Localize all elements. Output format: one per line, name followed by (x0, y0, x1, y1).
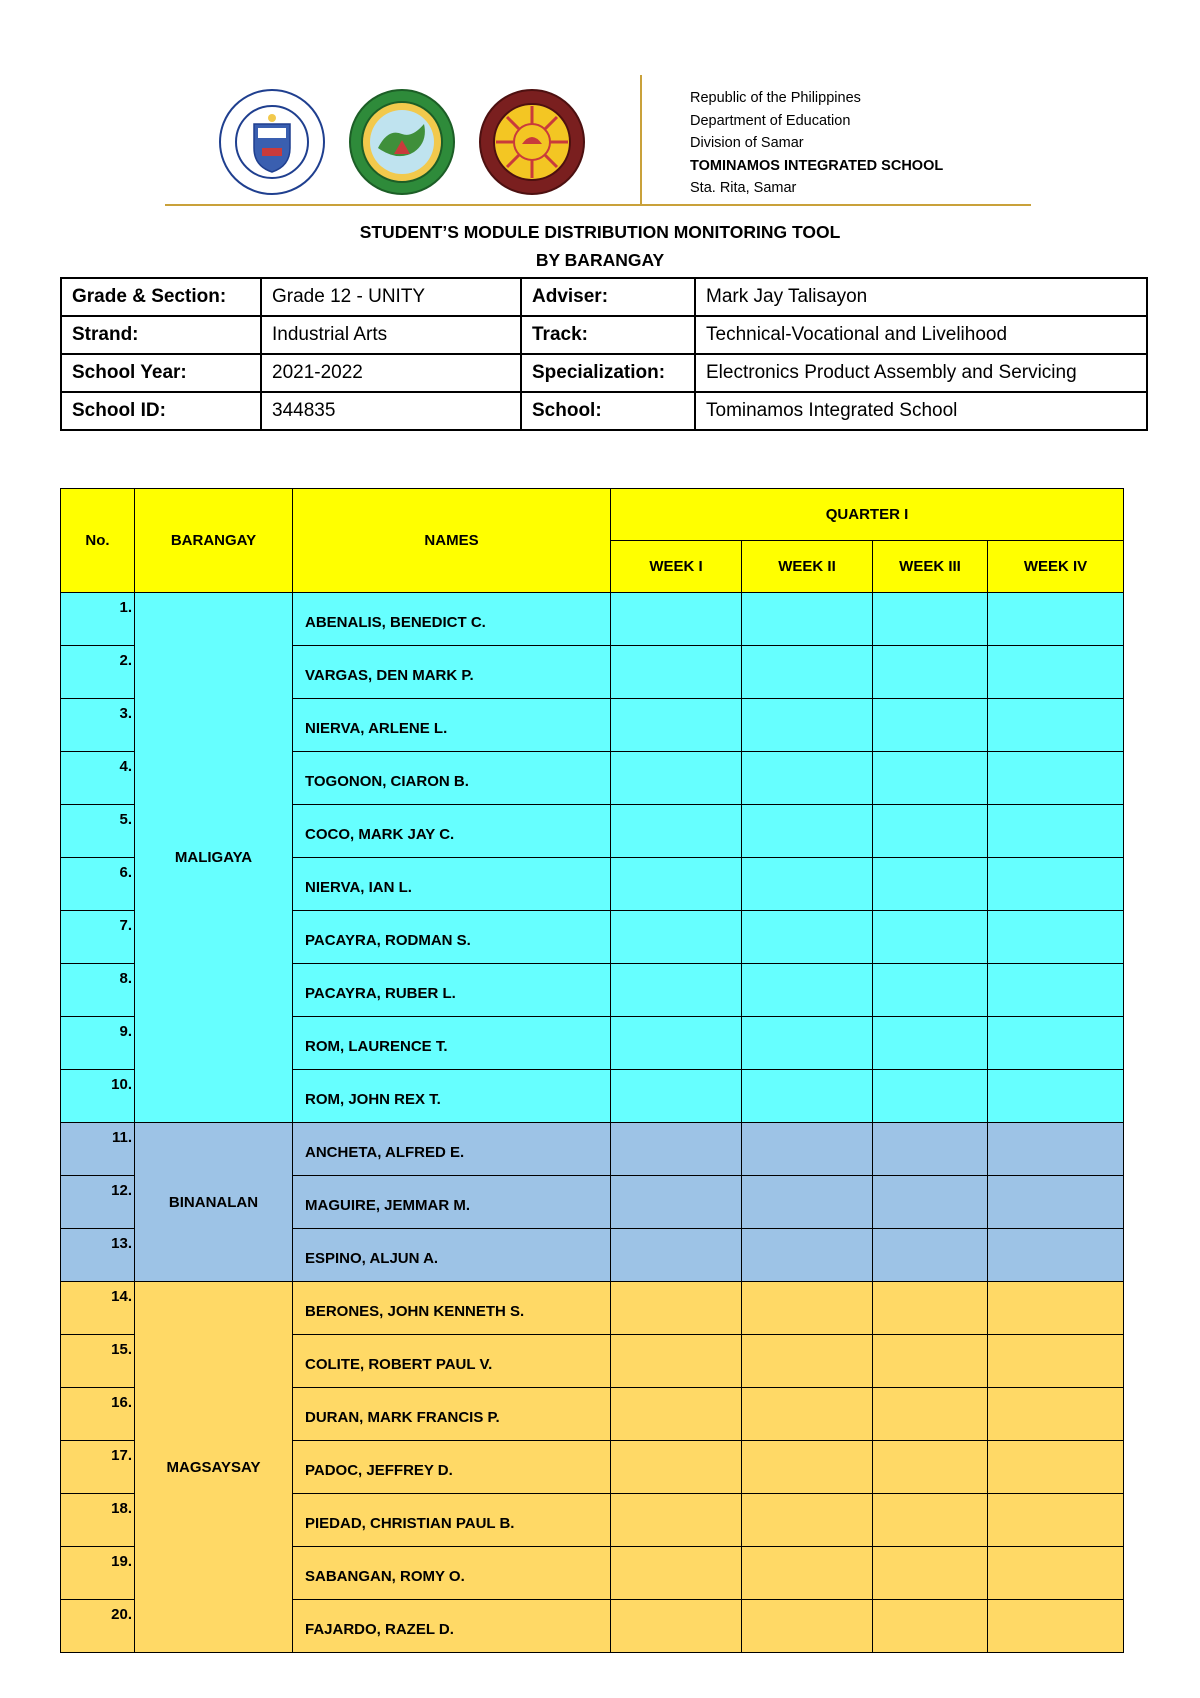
week-2-cell[interactable] (742, 1123, 873, 1176)
agency-line: Department of Education (690, 112, 851, 129)
week-3-cell[interactable] (873, 646, 988, 699)
school-name-line: TOMINAMOS INTEGRATED SCHOOL (690, 157, 944, 174)
week-4-cell[interactable] (988, 1494, 1124, 1547)
student-number: 14. (61, 1282, 135, 1335)
division-of-samar-seal-icon (478, 88, 586, 196)
week-4-cell[interactable] (988, 964, 1124, 1017)
week-2-cell[interactable] (742, 1441, 873, 1494)
week-1-cell[interactable] (611, 911, 742, 964)
agency-line: Republic of the Philippines (690, 90, 861, 106)
deped-region-viii-seal-icon (348, 88, 456, 196)
student-name: ROM, JOHN REX T. (293, 1070, 611, 1123)
week-4-cell[interactable] (988, 646, 1124, 699)
week-1-cell[interactable] (611, 805, 742, 858)
student-name: PACAYRA, RUBER L. (293, 964, 611, 1017)
student-number: 1. (61, 593, 135, 646)
week-4-cell[interactable] (988, 1335, 1124, 1388)
school-year-value: 2021-2022 (261, 354, 521, 392)
info-row (61, 316, 1147, 354)
week-1-cell[interactable] (611, 646, 742, 699)
agency-line: Division of Samar (690, 135, 804, 151)
week-3-cell[interactable] (873, 1388, 988, 1441)
student-number: 15. (61, 1335, 135, 1388)
week-3-cell[interactable] (873, 1335, 988, 1388)
student-number: 3. (61, 699, 135, 752)
week-2-cell[interactable] (742, 1282, 873, 1335)
week-1-cell[interactable] (611, 1123, 742, 1176)
week-1-cell[interactable] (611, 1070, 742, 1123)
week-4-cell[interactable] (988, 1388, 1124, 1441)
student-number: 19. (61, 1547, 135, 1600)
week-1-cell[interactable] (611, 1229, 742, 1282)
student-number: 8. (61, 964, 135, 1017)
student-name: DURAN, MARK FRANCIS P. (293, 1388, 611, 1441)
week-2-cell[interactable] (742, 1494, 873, 1547)
info-row (61, 278, 1147, 316)
week-1-cell[interactable] (611, 593, 742, 646)
week-4-cell[interactable] (988, 699, 1124, 752)
week-3-cell[interactable] (873, 805, 988, 858)
week-3-cell[interactable] (873, 1017, 988, 1070)
student-number: 20. (61, 1600, 135, 1653)
week-2-cell[interactable] (742, 964, 873, 1017)
student-number: 18. (61, 1494, 135, 1547)
agency-block (690, 87, 943, 200)
adviser-value: Mark Jay Talisayon (695, 278, 1147, 316)
table-row (61, 593, 1124, 646)
header-vertical-divider (640, 75, 642, 205)
week-3-cell[interactable] (873, 964, 988, 1017)
barangay-cell: BINANALAN (135, 1123, 293, 1282)
week-4-cell[interactable] (988, 1600, 1124, 1653)
student-name: VARGAS, DEN MARK P. (293, 646, 611, 699)
student-name: PADOC, JEFFREY D. (293, 1441, 611, 1494)
week-3-cell[interactable] (873, 858, 988, 911)
week-2-cell[interactable] (742, 646, 873, 699)
student-number: 16. (61, 1388, 135, 1441)
week-4-cell[interactable] (988, 805, 1124, 858)
grade-section-label: Grade & Section: (61, 278, 261, 316)
student-name: COCO, MARK JAY C. (293, 805, 611, 858)
student-number: 7. (61, 911, 135, 964)
col-header-week-4: WEEK IV (988, 541, 1124, 593)
student-number: 17. (61, 1441, 135, 1494)
strand-value: Industrial Arts (261, 316, 521, 354)
week-1-cell[interactable] (611, 858, 742, 911)
track-value: Technical-Vocational and Livelihood (695, 316, 1147, 354)
week-4-cell[interactable] (988, 1441, 1124, 1494)
student-number: 11. (61, 1123, 135, 1176)
student-name: NIERVA, ARLENE L. (293, 699, 611, 752)
week-1-cell[interactable] (611, 1176, 742, 1229)
week-4-cell[interactable] (988, 1229, 1124, 1282)
student-name: ESPINO, ALJUN A. (293, 1229, 611, 1282)
col-header-names: NAMES (293, 489, 611, 593)
week-4-cell[interactable] (988, 1070, 1124, 1123)
col-header-week-3: WEEK III (873, 541, 988, 593)
agency-line: Sta. Rita, Samar (690, 180, 797, 196)
col-header-week-1: WEEK I (611, 541, 742, 593)
student-name: COLITE, ROBERT PAUL V. (293, 1335, 611, 1388)
school-id-label: School ID: (61, 392, 261, 430)
student-number: 6. (61, 858, 135, 911)
student-name: ABENALIS, BENEDICT C. (293, 593, 611, 646)
week-1-cell[interactable] (611, 1547, 742, 1600)
week-1-cell[interactable] (611, 752, 742, 805)
week-3-cell[interactable] (873, 1282, 988, 1335)
page-subtitle: BY BARANGAY (535, 250, 665, 270)
week-2-cell[interactable] (742, 858, 873, 911)
week-1-cell[interactable] (611, 1017, 742, 1070)
student-number: 5. (61, 805, 135, 858)
class-info-table (60, 277, 1148, 431)
week-3-cell[interactable] (873, 1441, 988, 1494)
week-1-cell[interactable] (611, 1335, 742, 1388)
week-4-cell[interactable] (988, 752, 1124, 805)
week-3-cell[interactable] (873, 1070, 988, 1123)
student-number: 9. (61, 1017, 135, 1070)
barangay-cell: MAGSAYSAY (135, 1282, 293, 1653)
week-4-cell[interactable] (988, 1176, 1124, 1229)
week-4-cell[interactable] (988, 1017, 1124, 1070)
strand-label: Strand: (61, 316, 261, 354)
week-3-cell[interactable] (873, 699, 988, 752)
week-3-cell[interactable] (873, 1123, 988, 1176)
student-name: NIERVA, IAN L. (293, 858, 611, 911)
week-3-cell[interactable] (873, 593, 988, 646)
week-2-cell[interactable] (742, 1335, 873, 1388)
school-label: School: (521, 392, 695, 430)
week-2-cell[interactable] (742, 1017, 873, 1070)
col-header-quarter: QUARTER I (611, 489, 1124, 541)
student-number: 2. (61, 646, 135, 699)
info-row (61, 392, 1147, 430)
grade-section-value: Grade 12 - UNITY (261, 278, 521, 316)
week-2-cell[interactable] (742, 593, 873, 646)
student-number: 13. (61, 1229, 135, 1282)
week-1-cell[interactable] (611, 964, 742, 1017)
deped-kagawaran-seal (218, 88, 326, 196)
division-of-samar-seal (478, 88, 586, 196)
col-header-no: No. (61, 489, 135, 593)
student-name: PIEDAD, CHRISTIAN PAUL B. (293, 1494, 611, 1547)
week-3-cell[interactable] (873, 1176, 988, 1229)
week-1-cell[interactable] (611, 1388, 742, 1441)
week-2-cell[interactable] (742, 752, 873, 805)
week-4-cell[interactable] (988, 858, 1124, 911)
week-2-cell[interactable] (742, 1176, 873, 1229)
week-3-cell[interactable] (873, 1494, 988, 1547)
module-distribution-table (60, 488, 1124, 1653)
week-2-cell[interactable] (742, 1229, 873, 1282)
student-number: 10. (61, 1070, 135, 1123)
student-name: ROM, LAURENCE T. (293, 1017, 611, 1070)
deped-kagawaran-seal-icon (218, 88, 326, 196)
header-horizontal-divider (165, 204, 1031, 206)
student-name: PACAYRA, RODMAN S. (293, 911, 611, 964)
week-3-cell[interactable] (873, 911, 988, 964)
student-name: TOGONON, CIARON B. (293, 752, 611, 805)
school-value: Tominamos Integrated School (695, 392, 1147, 430)
week-2-cell[interactable] (742, 1600, 873, 1653)
student-name: MAGUIRE, JEMMAR M. (293, 1176, 611, 1229)
school-id-value: 344835 (261, 392, 521, 430)
week-4-cell[interactable] (988, 911, 1124, 964)
table-row (61, 1282, 1124, 1335)
week-1-cell[interactable] (611, 1494, 742, 1547)
header-row (61, 489, 1124, 541)
week-1-cell[interactable] (611, 1600, 742, 1653)
week-4-cell[interactable] (988, 1123, 1124, 1176)
week-3-cell[interactable] (873, 1547, 988, 1600)
specialization-value: Electronics Product Assembly and Servicing (695, 354, 1147, 392)
table-row (61, 1123, 1124, 1176)
page-title: STUDENT’S MODULE DISTRIBUTION MONITORING TOOL (359, 222, 841, 242)
student-number: 4. (61, 752, 135, 805)
week-2-cell[interactable] (742, 911, 873, 964)
week-3-cell[interactable] (873, 1600, 988, 1653)
week-1-cell[interactable] (611, 1441, 742, 1494)
week-2-cell[interactable] (742, 699, 873, 752)
col-header-barangay: BARANGAY (135, 489, 293, 593)
barangay-cell: MALIGAYA (135, 593, 293, 1123)
adviser-label: Adviser: (521, 278, 695, 316)
student-name: SABANGAN, ROMY O. (293, 1547, 611, 1600)
week-2-cell[interactable] (742, 1388, 873, 1441)
week-4-cell[interactable] (988, 1547, 1124, 1600)
week-2-cell[interactable] (742, 1547, 873, 1600)
week-4-cell[interactable] (988, 1282, 1124, 1335)
roster-body (61, 593, 1124, 1653)
col-header-week-2: WEEK II (742, 541, 873, 593)
student-name: BERONES, JOHN KENNETH S. (293, 1282, 611, 1335)
deped-region-viii-seal (348, 88, 456, 196)
school-year-label: School Year: (61, 354, 261, 392)
week-3-cell[interactable] (873, 1229, 988, 1282)
week-2-cell[interactable] (742, 1070, 873, 1123)
student-number: 12. (61, 1176, 135, 1229)
week-2-cell[interactable] (742, 805, 873, 858)
specialization-label: Specialization: (521, 354, 695, 392)
week-3-cell[interactable] (873, 752, 988, 805)
student-name: ANCHETA, ALFRED E. (293, 1123, 611, 1176)
week-1-cell[interactable] (611, 1282, 742, 1335)
student-name: FAJARDO, RAZEL D. (293, 1600, 611, 1653)
week-4-cell[interactable] (988, 593, 1124, 646)
info-row (61, 354, 1147, 392)
week-1-cell[interactable] (611, 699, 742, 752)
track-label: Track: (521, 316, 695, 354)
